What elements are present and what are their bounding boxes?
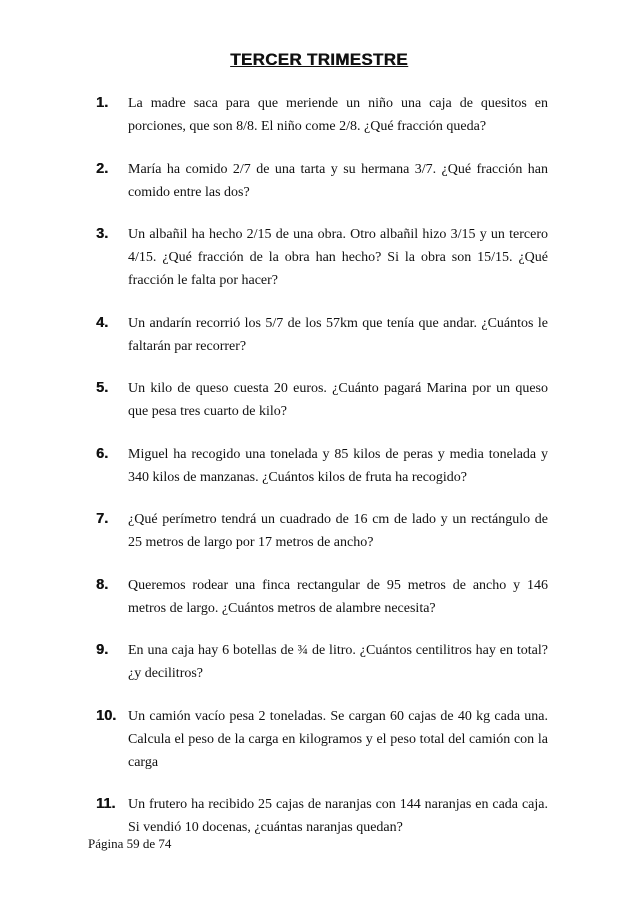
problem-item [96, 574, 548, 620]
problem-text: La madre saca para que meriende un niño una caja de quesitos en porciones, que son 8/8. El niño come 2/8. ¿Qué fracción queda? [128, 96, 548, 134]
problem-item [96, 158, 548, 204]
problem-number: 6. [96, 445, 109, 462]
problem-item [96, 377, 548, 423]
problem-item [96, 639, 548, 685]
problem-item [96, 443, 548, 489]
problem-item [96, 508, 548, 554]
problem-text: Queremos rodear una finca rectangular de 95 metros de ancho y 146 metros de largo. ¿Cuántos metros de alambre necesita? [128, 577, 548, 616]
problem-text: María ha comido 2/7 de una tarta y su hermana 3/7. ¿Qué fracción han comido entre las dos? [128, 161, 548, 200]
problem-number: 1. [96, 95, 109, 111]
problem-text: Un kilo de queso cuesta 20 euros. ¿Cuánto pagará Marina por un queso que pesa tres cuarto de kilo? [128, 381, 548, 419]
problem-number: 3. [96, 226, 109, 242]
problem-number: 2. [96, 160, 109, 177]
problem-text: Un frutero ha recibido 25 cajas de naranjas con 144 naranjas en cada caja. Si vendió 10 docenas, ¿cuántas naranjas quedan? [128, 797, 548, 835]
problem-number: 10. [96, 707, 117, 724]
problem-number: 4. [96, 314, 109, 331]
problem-item [96, 312, 548, 358]
problem-item [96, 92, 548, 138]
problem-text: Un andarín recorrió los 5/7 de los 57km que tenía que andar. ¿Cuántos le faltarán par recorrer? [128, 315, 548, 354]
problem-number: 7. [96, 511, 109, 527]
problem-item [96, 793, 548, 839]
page-title: TERCER TRIMESTRE [230, 50, 408, 69]
problem-text: Un albañil ha hecho 2/15 de una obra. Otro albañil hizo 3/15 y un tercero 4/15. ¿Qué fracción de la obra han hecho? Si la obra son 15/15. ¿Qué fracción le falta por hacer? [128, 227, 548, 288]
problem-text: Un camión vacío pesa 2 toneladas. Se cargan 60 cajas de 40 kg cada una. Calcula el peso de la carga en kilogramos y el peso total del camión con la carga [128, 708, 548, 770]
problem-text: ¿Qué perímetro tendrá un cuadrado de 16 cm de lado y un rectángulo de 25 metros de largo por 17 metros de ancho? [128, 512, 548, 550]
problem-number: 5. [96, 380, 109, 396]
problem-item [96, 705, 548, 774]
problem-text: En una caja hay 6 botellas de ¾ de litro. ¿Cuántos centilitros hay en total? ¿y decilitros? [128, 643, 548, 681]
problem-number: 8. [96, 576, 109, 593]
problem-number: 9. [96, 642, 109, 658]
problem-number: 11. [96, 796, 116, 812]
problem-item [96, 223, 548, 292]
problem-text: Miguel ha recogido una tonelada y 85 kilos de peras y media tonelada y 340 kilos de manzanas. ¿Cuántos kilos de fruta ha recogido? [128, 446, 548, 485]
problem-list [96, 92, 548, 859]
page-footer: Página 59 de 74 [88, 836, 172, 851]
